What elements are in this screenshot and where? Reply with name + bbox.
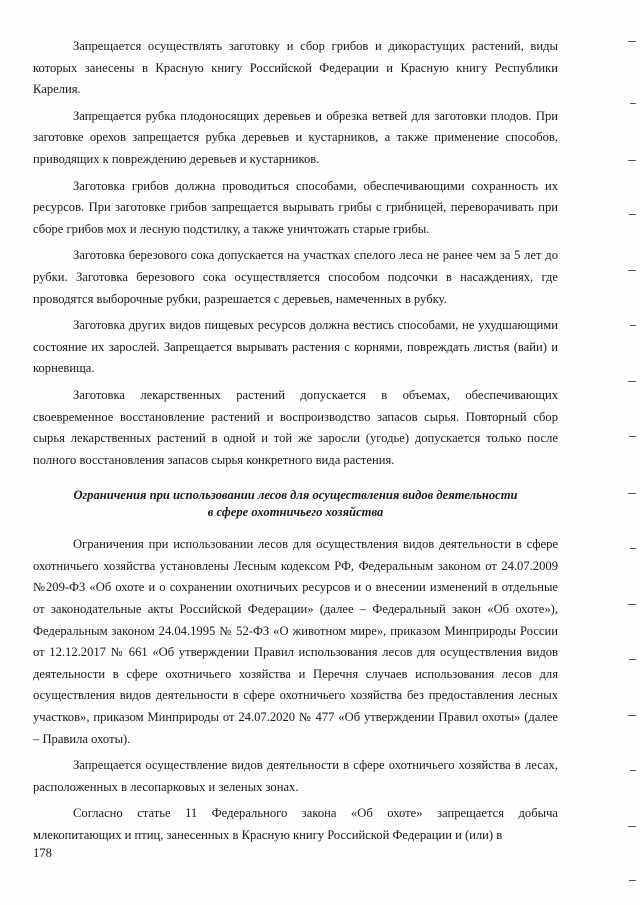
paragraph-birch-sap: Заготовка березового сока допускается на участках спелого леса не ранее чем за 5 лет до рубки. Заготовка березового сока осуществляется способом подсочки в насаждениях, где проводятся выборочные рубки, разрешается с деревьев, намеченных в рубку. [33, 248, 558, 306]
scan-mark [629, 436, 636, 437]
scan-mark [628, 604, 636, 605]
scan-mark [629, 214, 636, 215]
scan-mark [628, 826, 636, 827]
scan-mark [630, 770, 636, 771]
scan-mark [628, 381, 636, 382]
paragraph-red-book-ban: Запрещается осуществлять заготовку и сбор грибов и дикорастущих растений, виды которых занесены в Красную книгу Российской Федерации и Красную книгу Республики Карелия. [33, 39, 558, 97]
scan-mark [628, 41, 636, 42]
paragraph-mushrooms: Заготовка грибов должна проводиться способами, обеспечивающими сохранность их ресурсов. При заготовке грибов запрещается вырывать грибы с грибницей, переворачивать при сборе грибов мох и лесную подстилку, а также уничтожать старые грибы. [33, 178, 558, 236]
scan-mark [630, 548, 636, 549]
paragraph-fruit-trees: Запрещается рубка плодоносящих деревьев и обрезка ветвей для заготовки плодов. При заготовке орехов запрещается рубка деревьев и кустарников, а также применение способов, приводящих к повреждению деревьев и кустарников. [33, 108, 558, 166]
paragraph-hunting-regulations: Ограничения при использовании лесов для осуществления видов деятельности в сфере охотничьего хозяйства установлены Лесным кодексом РФ, Федеральным законом от 24.07.2009 №209-ФЗ «Об охоте и о сохранении охотничьих ресурсов и о внесении изменений в отдельные от законодательные акты Российской Федерации» (далее – Федеральный закон «Об охоте»), Федеральным законом 24.04.1995 № 52-ФЗ «О животном мире», приказом Минприроды России от 12.12.2017 № 661 «Об утверждении Правил использования лесов для осуществления видов деятельности в сфере охотничьего хозяйства и Перечня случаев использования лесов для осуществления видов деятельности в сфере охотничьего хозяйства без предоставления лесных участков», приказом Минприроды от 24.07.2020 № 477 «Об утверждении Правил охоты» (далее – Правила охоты). [33, 537, 558, 746]
scan-mark [628, 715, 636, 716]
scan-margin-marks [610, 0, 640, 905]
document-body [33, 36, 558, 852]
paragraph-article-11: Согласно статье 11 Федерального закона «Об охоте» запрещается добыча млекопитающих и птиц, занесенных в Красную книгу Российской Федерации и (или) в [33, 806, 558, 842]
paragraph-food-resources: Заготовка других видов пищевых ресурсов должна вестись способами, не ухудшающими состояние их зарослей. Запрещается вырывать растения с корнями, повреждать листья (вайи) и корневища. [33, 318, 558, 376]
section-heading-line-2: в сфере охотничьего хозяйства [207, 505, 384, 520]
page-number: 178 [33, 846, 52, 860]
scan-mark [629, 659, 636, 660]
scan-mark [628, 270, 636, 271]
scan-mark [630, 325, 636, 326]
scan-mark [630, 103, 636, 104]
paragraph-medicinal-plants: Заготовка лекарственных растений допускается в объемах, обеспечивающих своевременное восстановление растений и воспроизводство запасов сырья. Повторный сбор сырья лекарственных растений в одной и той же заросли (угодье) допускается только после полного восстановления запасов сырья конкретного вида растения. [33, 387, 558, 467]
scan-mark [629, 880, 636, 881]
section-heading-line-1: Ограничения при использовании лесов для осуществления видов деятельности [73, 488, 518, 503]
section-heading [33, 487, 558, 521]
scan-mark [628, 493, 636, 494]
paragraph-hunting-zones: Запрещается осуществление видов деятельности в сфере охотничьего хозяйства в лесах, расположенных в лесопарковых и зеленых зонах. [33, 758, 558, 794]
scan-mark [628, 160, 636, 161]
